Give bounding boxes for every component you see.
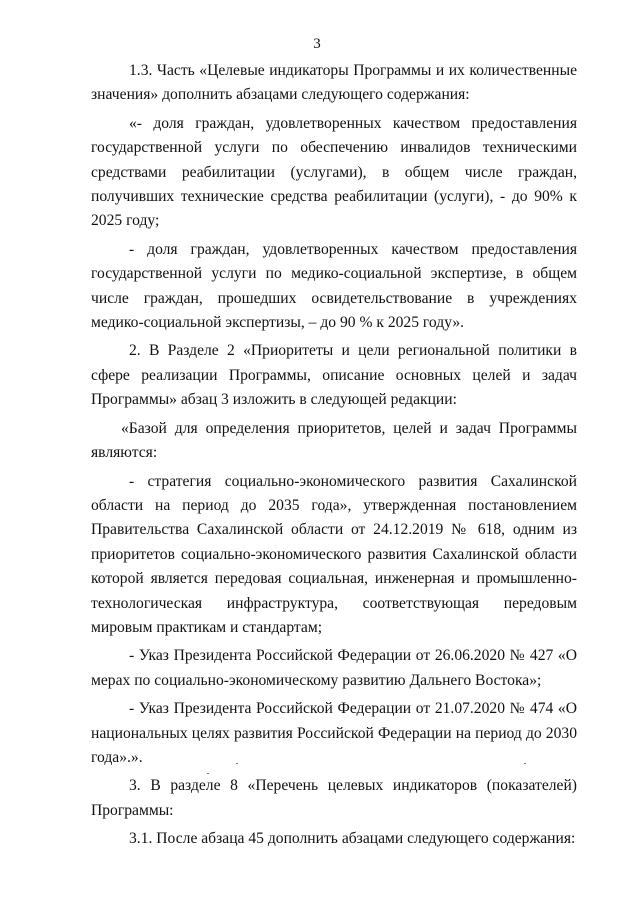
paragraph-section-2: 2. В Разделе 2 «Приоритеты и цели региональной политики в сфере реализации Программы, описание основных целей и задач Программы» абзац 3 изложить в следующей редакции: — [91, 342, 577, 409]
paragraph-indicator-mse: - доля граждан, удовлетворенных качеством предоставления государственной услуги по медико-социальной экспертизе, в общем числе граждан, прошедших освидетельствование в учреждениях медико-социальной экспертизы, – до 90 % к 2025 году». — [91, 240, 577, 332]
paragraph-strategy: - стратегия социально-экономического развития Сахалинской области на период до 2035 года», утвержденная постановлением Правительства Сахалинской области от 24.12.2019 № 618, одним из приоритетов социально-экономического развития Сахалинской области которой является передовая социальная, инженерная и промышленно-технологическая инфраструктура, соответствующая передовым мировым практикам и стандартам; — [91, 472, 577, 636]
paragraph-indicator-tsr: «- доля граждан, удовлетворенных качеством предоставления государственной услуги по обеспечению инвалидов техническими средствами реабилитации (услугами), в общем числе граждан, получивших технические средства реабилитации (услуги), - до 90% к 2025 году; — [91, 114, 577, 230]
page-number: 3 — [313, 36, 321, 52]
scan-speck — [207, 773, 209, 774]
paragraph-3-1: 3.1. После абзаца 45 дополнить абзацами следующего содержания: — [129, 830, 576, 848]
paragraph-section-8: 3. В разделе 8 «Перечень целевых индикаторов (показателей) Программы: — [91, 777, 577, 819]
paragraph-basis: «Базой для определения приоритетов, целей и задач Программы являются: — [91, 419, 577, 462]
paragraph-1-3: 1.3. Часть «Целевые индикаторы Программы и их количественные значения» дополнить абзацами следующего содержания: — [91, 62, 577, 104]
paragraph-decree-474: - Указ Президента Российской Федерации от 21.07.2020 № 474 «О национальных целях развития Российской Федерации на период до 2030 года».». — [91, 700, 577, 766]
document-body — [91, 59, 577, 852]
scan-speck — [524, 763, 526, 764]
paragraph-decree-427: - Указ Президента Российской Федерации от 26.06.2020 № 427 «О мерах по социально-экономическому развитию Дальнего Востока»; — [91, 647, 577, 689]
scan-speck — [236, 763, 238, 764]
